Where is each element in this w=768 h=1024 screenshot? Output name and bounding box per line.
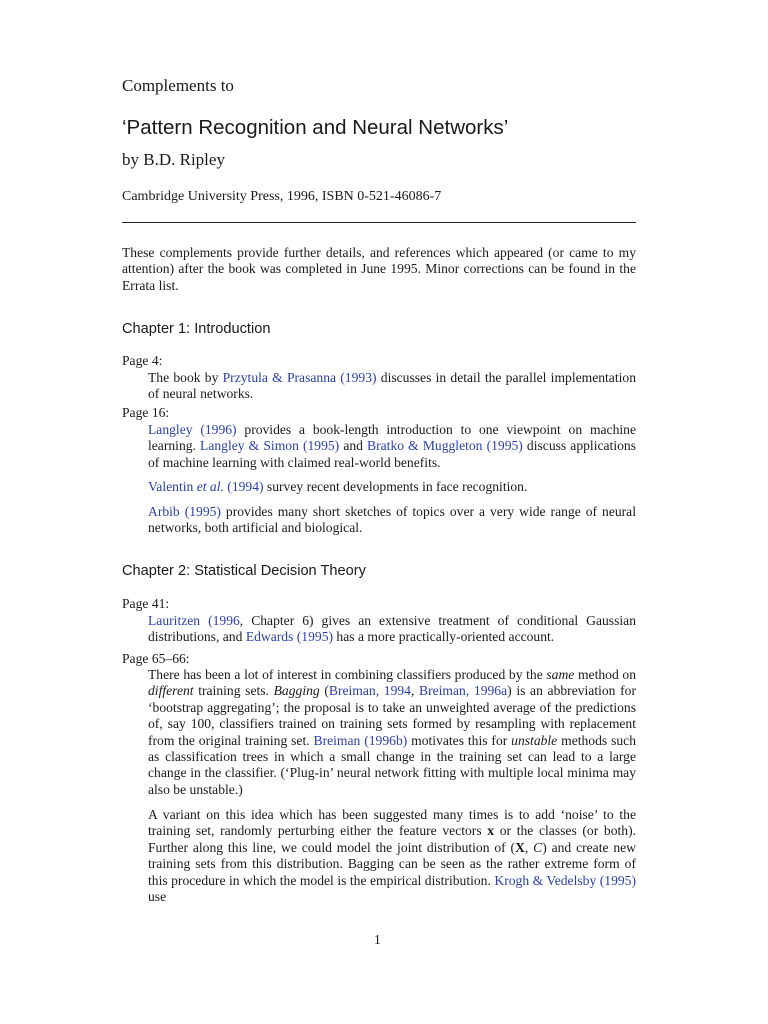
citation-link[interactable]: Arbib (1995) [148,504,221,519]
citation-link[interactable]: Breiman, 1996a [419,683,508,699]
page-4-paragraph: The book by Przytula & Prasanna (1993) discusses in detail the parallel implementation of neural networks. [148,370,636,402]
page-4-label: Page 4: [122,353,163,368]
citation-link[interactable]: Edwards (1995) [245,629,334,645]
page-41-paragraph: Lauritzen (1996, Chapter 6) gives an extensive treatment of conditional Gaussian distributions, and Edwards (1995) has a more practically-oriented account. [148,613,636,645]
citation-link[interactable]: Langley & Simon (1995) [200,438,340,454]
citation-link[interactable]: Breiman (1996b) [313,732,408,748]
chapter-2-heading: Chapter 2: Statistical Decision Theory [122,563,366,579]
page-65-66-label: Page 65–66: [122,651,190,666]
citation-link[interactable]: Lauritzen (1996 [148,613,240,628]
page-16-label: Page 16: [122,405,170,420]
page-16-paragraph-3: Arbib (1995) provides many short sketches of topics over a very wide range of neural networks, both artificial and biological. [148,504,636,536]
citation-link[interactable]: Langley (1996) [148,422,237,437]
document-subtitle: Complements to [122,76,234,95]
citation-link[interactable]: Breiman, 1994 [328,683,411,699]
document-title: ‘Pattern Recognition and Neural Networks’ [122,116,509,139]
page-number: 1 [374,932,381,947]
page-16-paragraph-1: Langley (1996) provides a book-length introduction to one viewpoint on machine learning. Langley & Simon (1995) and Bratko & Muggleton (1995) discuss applications of machine learning with claimed real-world benefits. [148,422,636,470]
citation-link[interactable]: Przytula & Prasanna (1993) [222,370,377,385]
publisher-line: Cambridge University Press, 1996, ISBN 0-521-46086-7 [122,189,442,204]
citation-link[interactable]: Krogh & Vedelsby (1995) [494,872,636,888]
citation-link[interactable]: Valentin et al. (1994) [148,479,264,494]
document-author: by B.D. Ripley [122,150,225,169]
page-16-paragraph-2: Valentin et al. (1994) survey recent developments in face recognition. [148,479,528,494]
page-41-label: Page 41: [122,596,170,611]
page-65-66-paragraph-2: A variant on this idea which has been suggested many times is to add ‘noise’ to the training set, randomly perturbing either the feature vectors x or the classes (or both). Further along this line, we could model the joint distribution of (X, C) and create new training sets from this distribution. Bagging can be seen as the rather extreme form of this procedure in which the model is the empirical distribution. Krogh & Vedelsby (1995) use [148,807,637,905]
chapter-1-heading: Chapter 1: Introduction [122,321,271,337]
page-65-66-paragraph-1: There has been a lot of interest in combining classifiers produced by the same method on different training sets. Bagging (Breiman, 1994, Breiman, 1996a) is an abbreviation for ‘bootstrap aggregating’; the proposal is to take an unweighted average of the predictions of, say 100, classifiers trained on training sets formed by resampling with replacement from the original training set. Breiman (1996b) motivates this for unstable methods such as classification trees in which a small change in the training set can lead to a large change in the classifier. (‘Plug-in’ neural network fitting with multiple local minima may also be unstable.) [148,667,636,797]
citation-link[interactable]: Bratko & Muggleton (1995) [367,438,523,454]
intro-paragraph: These complements provide further details, and references which appeared (or came to my attention) after the book was completed in June 1995. Minor corrections can be found in the Errata list. [122,245,636,293]
header-divider [122,222,636,223]
